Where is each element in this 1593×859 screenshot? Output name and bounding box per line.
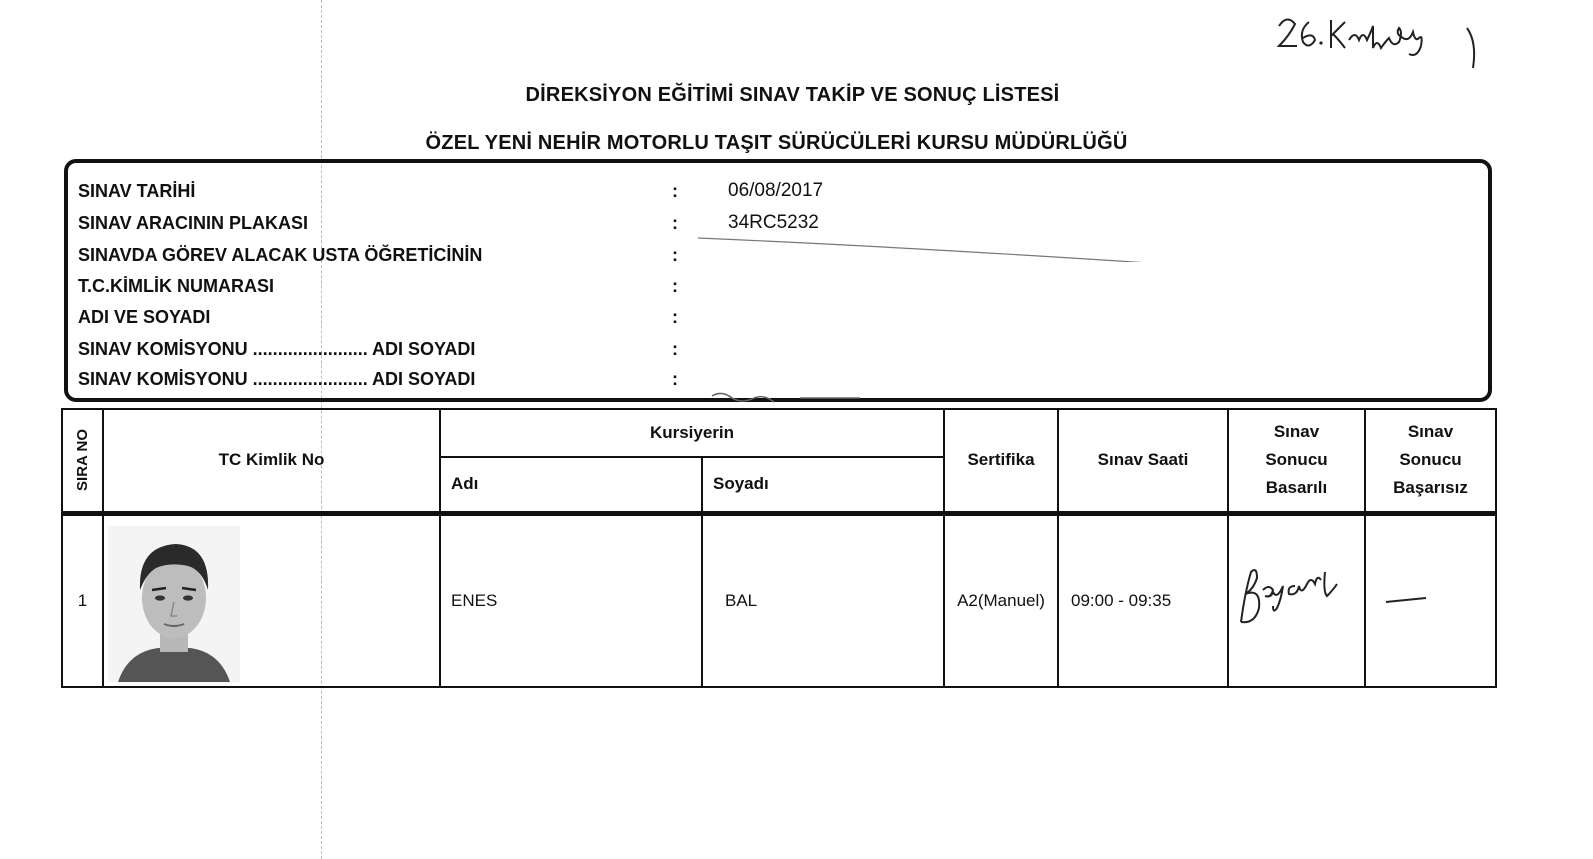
info-label: SINAV ARACININ PLAKASI: [78, 213, 309, 233]
header-sira-no: SIRA NO: [62, 409, 103, 513]
cell-sinav-saati: 09:00 - 09:35: [1058, 513, 1228, 687]
header-kursiyerin: Kursiyerin: [440, 409, 944, 457]
exam-results-table: [61, 408, 1497, 688]
header-sinav-saati: Sınav Saati: [1058, 409, 1228, 513]
info-colon: :: [672, 245, 678, 265]
info-label: SINAV KOMİSYONU ....................... ADI SOYADI: [78, 369, 476, 389]
info-colon: :: [672, 213, 678, 233]
cell-soyadi: BAL: [702, 513, 944, 687]
handwritten-corner-note: [1275, 8, 1495, 72]
header-result-pass: Sınav Sonucu Basarılı: [1228, 409, 1365, 513]
info-colon: :: [672, 369, 678, 389]
exam-info-box: [64, 159, 1492, 402]
info-label: SINAV KOMİSYONU ....................... ADI SOYADI: [78, 339, 476, 359]
header-sertifika: Sertifika: [944, 409, 1058, 513]
info-colon: :: [672, 307, 678, 327]
cell-adi: ENES: [440, 513, 702, 687]
table-row: [62, 513, 1496, 687]
info-colon: :: [672, 181, 678, 201]
table-header-row-1: [62, 409, 1496, 457]
info-value-exam-date: 06/08/2017: [728, 180, 824, 201]
info-value-plate: 34RC5232: [728, 212, 819, 233]
info-row-name: [78, 304, 1478, 330]
info-colon: :: [672, 276, 678, 296]
cell-tc-kimlik: [103, 513, 440, 687]
header-adi: Adı: [440, 457, 702, 513]
cell-sertifika: A2(Manuel): [944, 513, 1058, 687]
info-row-commission-1: [78, 336, 1478, 362]
cell-result-fail: [1365, 513, 1496, 687]
header-result-fail: Sınav Sonucu Başarısız: [1365, 409, 1496, 513]
info-row-exam-date: [78, 178, 1478, 204]
header-soyadi: Soyadı: [702, 457, 944, 513]
cell-result-pass: [1228, 513, 1365, 687]
pass-signature: [1229, 516, 1366, 686]
document-title: DİREKSİYON EĞİTİMİ SINAV TAKİP VE SONUÇ LİSTESİ: [525, 84, 1060, 106]
info-colon: :: [672, 339, 678, 359]
school-title: ÖZEL YENİ NEHİR MOTORLU TAŞIT SÜRÜCÜLERİ KURSU MÜDÜRLÜĞÜ: [425, 132, 1128, 154]
info-label: T.C.KİMLİK NUMARASI: [78, 276, 274, 296]
cell-sira: 1: [62, 513, 103, 687]
info-label: SINAVDA GÖREV ALACAK USTA ÖĞRETİCİNİN: [78, 245, 483, 265]
fail-dash-mark: [1366, 516, 1497, 686]
info-label: ADI VE SOYADI: [78, 307, 211, 327]
info-row-tc-number: [78, 273, 1478, 299]
redaction-line: [630, 222, 1170, 262]
redaction-scribble: [690, 382, 930, 406]
header-tc-kimlik: TC Kimlik No: [103, 409, 440, 513]
info-label: SINAV TARİHİ: [78, 181, 196, 201]
student-photo: [108, 526, 240, 682]
